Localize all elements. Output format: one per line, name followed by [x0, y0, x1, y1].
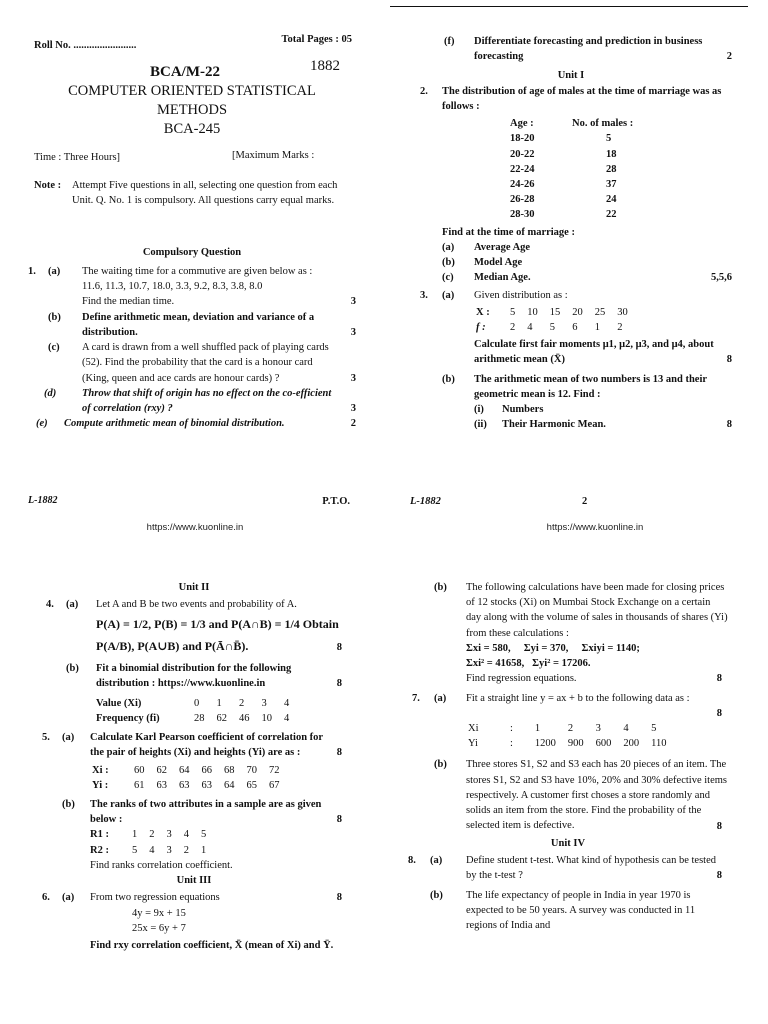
equation: P(A) = 1/2, P(B) = 1/3 and P(A∩B) = 1/4 Obtain: [96, 617, 339, 632]
page-4: [404, 580, 732, 1024]
unit-heading: Unit I: [557, 70, 585, 82]
question-text: Calculate first fair moments μ1, μ2, μ3, and μ4, about arithmetic mean (X̄): [474, 339, 714, 366]
q3a-cont: [410, 337, 732, 367]
source-url[interactable]: https://www.kuonline.in: [146, 522, 244, 533]
q1f: [410, 34, 732, 64]
question-text: Find regression equations.: [466, 673, 577, 685]
page-3: [32, 580, 356, 1024]
marks: 8: [716, 707, 722, 719]
q5a: [32, 730, 356, 760]
summary-stats: Σxi = 580, Σyi = 370, Σxiyi = 1140;: [466, 642, 640, 654]
question-text: The distribution of age of males at the time of marriage was as follows :: [442, 85, 722, 112]
paper-code: BCA/M-22: [150, 64, 220, 80]
q6a: [32, 890, 356, 905]
unit-heading: Unit IV: [550, 837, 586, 849]
q5b: [32, 797, 356, 827]
marks: 3: [350, 296, 356, 308]
question-number: 8.: [408, 854, 416, 866]
marks: 3: [350, 372, 356, 384]
line-fit-table: Xi : 1 2 3 4 5 Yi : 1200 900 600 200 110: [468, 722, 667, 750]
sub-label: (b): [66, 663, 79, 675]
marks: 8: [716, 673, 722, 685]
q7b: [404, 757, 732, 833]
sub-label: (b): [62, 798, 75, 810]
summary-stats: Σxi² = 41658, Σyi² = 17206.: [466, 658, 591, 670]
q4a-cont: [32, 638, 356, 655]
marks: 8: [336, 892, 342, 904]
question-text: Average Age: [474, 241, 531, 253]
q6b-find: [404, 671, 732, 686]
q7a: [404, 691, 732, 706]
paper-number: 1882: [310, 58, 340, 74]
title-line-2: METHODS: [156, 101, 228, 118]
table-row: 20-22 18: [510, 148, 617, 160]
q8b: [404, 888, 732, 934]
sub-label: (e): [36, 418, 48, 430]
question-text: From two regression equations: [90, 892, 220, 904]
question-text: The following calculations have been made for closing prices of 12 stocks (Xi) on Mumbai Stock Exchange on a certain day along with the volume of sales in thousands of shares (Yi) from these calculations :: [466, 582, 728, 639]
roll-number: Roll No. ........................: [34, 40, 137, 51]
table-row: 24-26 37: [510, 178, 617, 190]
q1a: [28, 264, 356, 310]
height-table: Xi : 60 62 64 66 68 70 72 Yi : 61 63 63 63 64 65 67: [92, 764, 280, 791]
sub-label: (d): [44, 387, 57, 399]
marks: 8: [716, 870, 722, 882]
table-header: No. of males :: [572, 118, 634, 130]
marks: 8: [336, 642, 342, 653]
sub-label: (b): [442, 373, 455, 385]
sub-label: (a): [62, 732, 75, 744]
equation: P(A/B), P(A∪B) and P(Ā∩B̄).: [96, 638, 249, 653]
q4b: [32, 661, 356, 691]
marks: 8: [336, 814, 342, 826]
total-pages: Total Pages : 05: [281, 34, 352, 45]
sub-label: (a): [62, 892, 75, 904]
q8a: [404, 853, 732, 883]
question-text: The ranks of two attributes in a sample are as given below :: [90, 798, 322, 826]
question-text: The life expectancy of people in India in year 1970 is expected to be 50 years. A survey was conducted in 11 regions of India and: [466, 889, 696, 932]
binomial-table: Value (Xi) 0 1 2 3 4 Frequency (fi) 28 62 46 10 4: [96, 697, 290, 724]
question-text: A card is drawn from a well shuffled pack of playing cards (52). Find the probability that the card is a honour card (King, queen and ace cards are honour cards) ?: [82, 342, 329, 384]
equation: 4y = 9x + 15: [132, 907, 186, 919]
q3b-parts: (i) Numbers (ii) Their Harmonic Mean. 8: [410, 402, 732, 432]
page-top-rule: [390, 6, 748, 7]
unit-heading: Unit III: [176, 875, 212, 887]
question-text: Fit a straight line y = ax + b to the following data as :: [466, 692, 690, 704]
sub-label: (b): [48, 311, 61, 323]
q3a: [410, 288, 732, 303]
course-code: BCA-245: [163, 120, 221, 137]
q2: [410, 84, 732, 114]
marks: 8: [716, 820, 722, 832]
marks: 3: [350, 326, 356, 338]
question-text: Given distribution as :: [474, 289, 568, 301]
question-data: 11.6, 11.3, 10.7, 18.0, 3.3, 9.2, 8.3, 3.8, 8.0: [82, 281, 263, 293]
source-url[interactable]: https://www.kuonline.in: [546, 522, 644, 533]
q3b: [410, 372, 732, 402]
q4a: [32, 597, 356, 612]
table-row: 18-20 5: [510, 133, 612, 145]
marks: 5,5,6: [711, 272, 732, 284]
sub-label: (b): [430, 889, 443, 901]
question-text: The waiting time for a commutive are given below as :: [82, 266, 313, 277]
sub-label: (b): [434, 759, 447, 771]
sub-label: (a): [434, 692, 447, 704]
equation: 25x = 6y + 7: [132, 922, 186, 934]
sub-label: (c): [48, 342, 60, 354]
marks: 8: [336, 747, 342, 759]
moment-table: X : 5 10 15 20 25 30 f : 2 4 5 6 1 2: [476, 306, 628, 333]
question-text: Find rxy correlation coefficient, X̄ (mean of Xi) and Ȳ.: [90, 939, 334, 951]
question-text: Define arithmetic mean, deviation and variance of a distribution.: [82, 311, 315, 338]
question-text: Model Age: [474, 257, 523, 269]
page-number: 2: [582, 496, 588, 507]
marks: 2: [350, 418, 356, 430]
question-number: 6.: [42, 892, 50, 904]
table-row: 28-30 22: [510, 209, 617, 221]
marks: 8: [726, 354, 732, 366]
question-text: Find the median time.: [82, 296, 175, 308]
question-number: 4.: [46, 599, 54, 611]
title-line-1: COMPUTER ORIENTED STATISTICAL: [68, 83, 316, 99]
sub-label: (a): [48, 266, 61, 277]
question-number: 1.: [28, 266, 36, 277]
question-number: 2.: [420, 85, 428, 97]
question-text: Throw that shift of origin has no effect on the co-efficient of correlation (rxy) ?: [82, 387, 332, 414]
sub-label: (b): [434, 582, 447, 593]
q1d: [28, 386, 356, 416]
note-label: Note :: [34, 180, 62, 191]
q1-block: [28, 264, 356, 431]
q1c: [28, 340, 356, 386]
age-table: [504, 116, 639, 223]
table-header: Age :: [510, 118, 534, 130]
sub-label: (a): [442, 289, 455, 301]
question-number: 3.: [420, 289, 428, 301]
paper-title: [28, 82, 356, 139]
max-marks-label: [Maximum Marks :: [232, 150, 315, 161]
question-text: Calculate Karl Pearson coefficient of correlation for the pair of heights (Xi) and heights (Yi) are as :: [90, 732, 323, 759]
marks: 8: [336, 678, 342, 690]
q1b: [28, 310, 356, 340]
question-text: Differentiate forecasting and prediction in business forecasting: [474, 36, 703, 63]
marks: 3: [350, 402, 356, 414]
q2-parts: (a) Average Age (b) Model Age (c) Median Age. 5,5,6: [410, 240, 732, 286]
page-1: [28, 30, 356, 530]
footer-code: L-1882: [28, 495, 58, 506]
question-number: 5.: [42, 732, 50, 744]
rank-table: R1 : 1 2 3 4 5 R2 : 5 4 3 2 1: [90, 829, 207, 856]
q1e: [28, 416, 356, 431]
question-text: Define student t-test. What kind of hypothesis can be tested by the t-test ?: [466, 854, 716, 882]
marks: 8: [726, 419, 732, 431]
question-number: 7.: [412, 692, 420, 704]
q6b: [404, 580, 732, 641]
time-label: Time : Three Hours]: [34, 152, 121, 163]
marks: 2: [726, 51, 732, 63]
question-text: Fit a binomial distribution for the following distribution : https://www.kuonline.in: [96, 663, 292, 690]
footer-code: L-1882: [410, 496, 441, 507]
note-text: Attempt Five questions in all, selecting one question from each Unit. Q. No. 1 is compulsory. All questions carry equal marks.: [72, 180, 338, 207]
question-text: Compute arithmetic mean of binomial distribution.: [64, 418, 285, 430]
question-text: Three stores S1, S2 and S3 each has 20 pieces of an item. The stores S1, S2 and S3 have 10%, 20% and 30% defective items respectively. A customer first choses a store randomly and solids an item from the store. Find the probability of the selected item is defective.: [466, 759, 727, 832]
table-row: 26-28 24: [510, 194, 617, 206]
sub-label: (a): [66, 599, 79, 611]
question-text: Median Age.: [474, 272, 531, 284]
sub-label: (a): [430, 854, 443, 866]
page-2: [410, 34, 732, 524]
question-text: Let A and B be two events and probability of A.: [96, 599, 297, 611]
section-heading: Compulsory Question: [142, 247, 242, 258]
sub-label: (f): [444, 36, 455, 47]
unit-heading: Unit II: [178, 582, 210, 593]
question-text: Find at the time of marriage :: [442, 226, 575, 238]
footer-pto: P.T.O.: [322, 496, 350, 507]
table-row: 22-24 28: [510, 163, 617, 175]
question-text: The arithmetic mean of two numbers is 13 and their geometric mean is 12. Find :: [474, 373, 707, 400]
question-text: Find ranks correlation coefficient.: [90, 859, 233, 871]
